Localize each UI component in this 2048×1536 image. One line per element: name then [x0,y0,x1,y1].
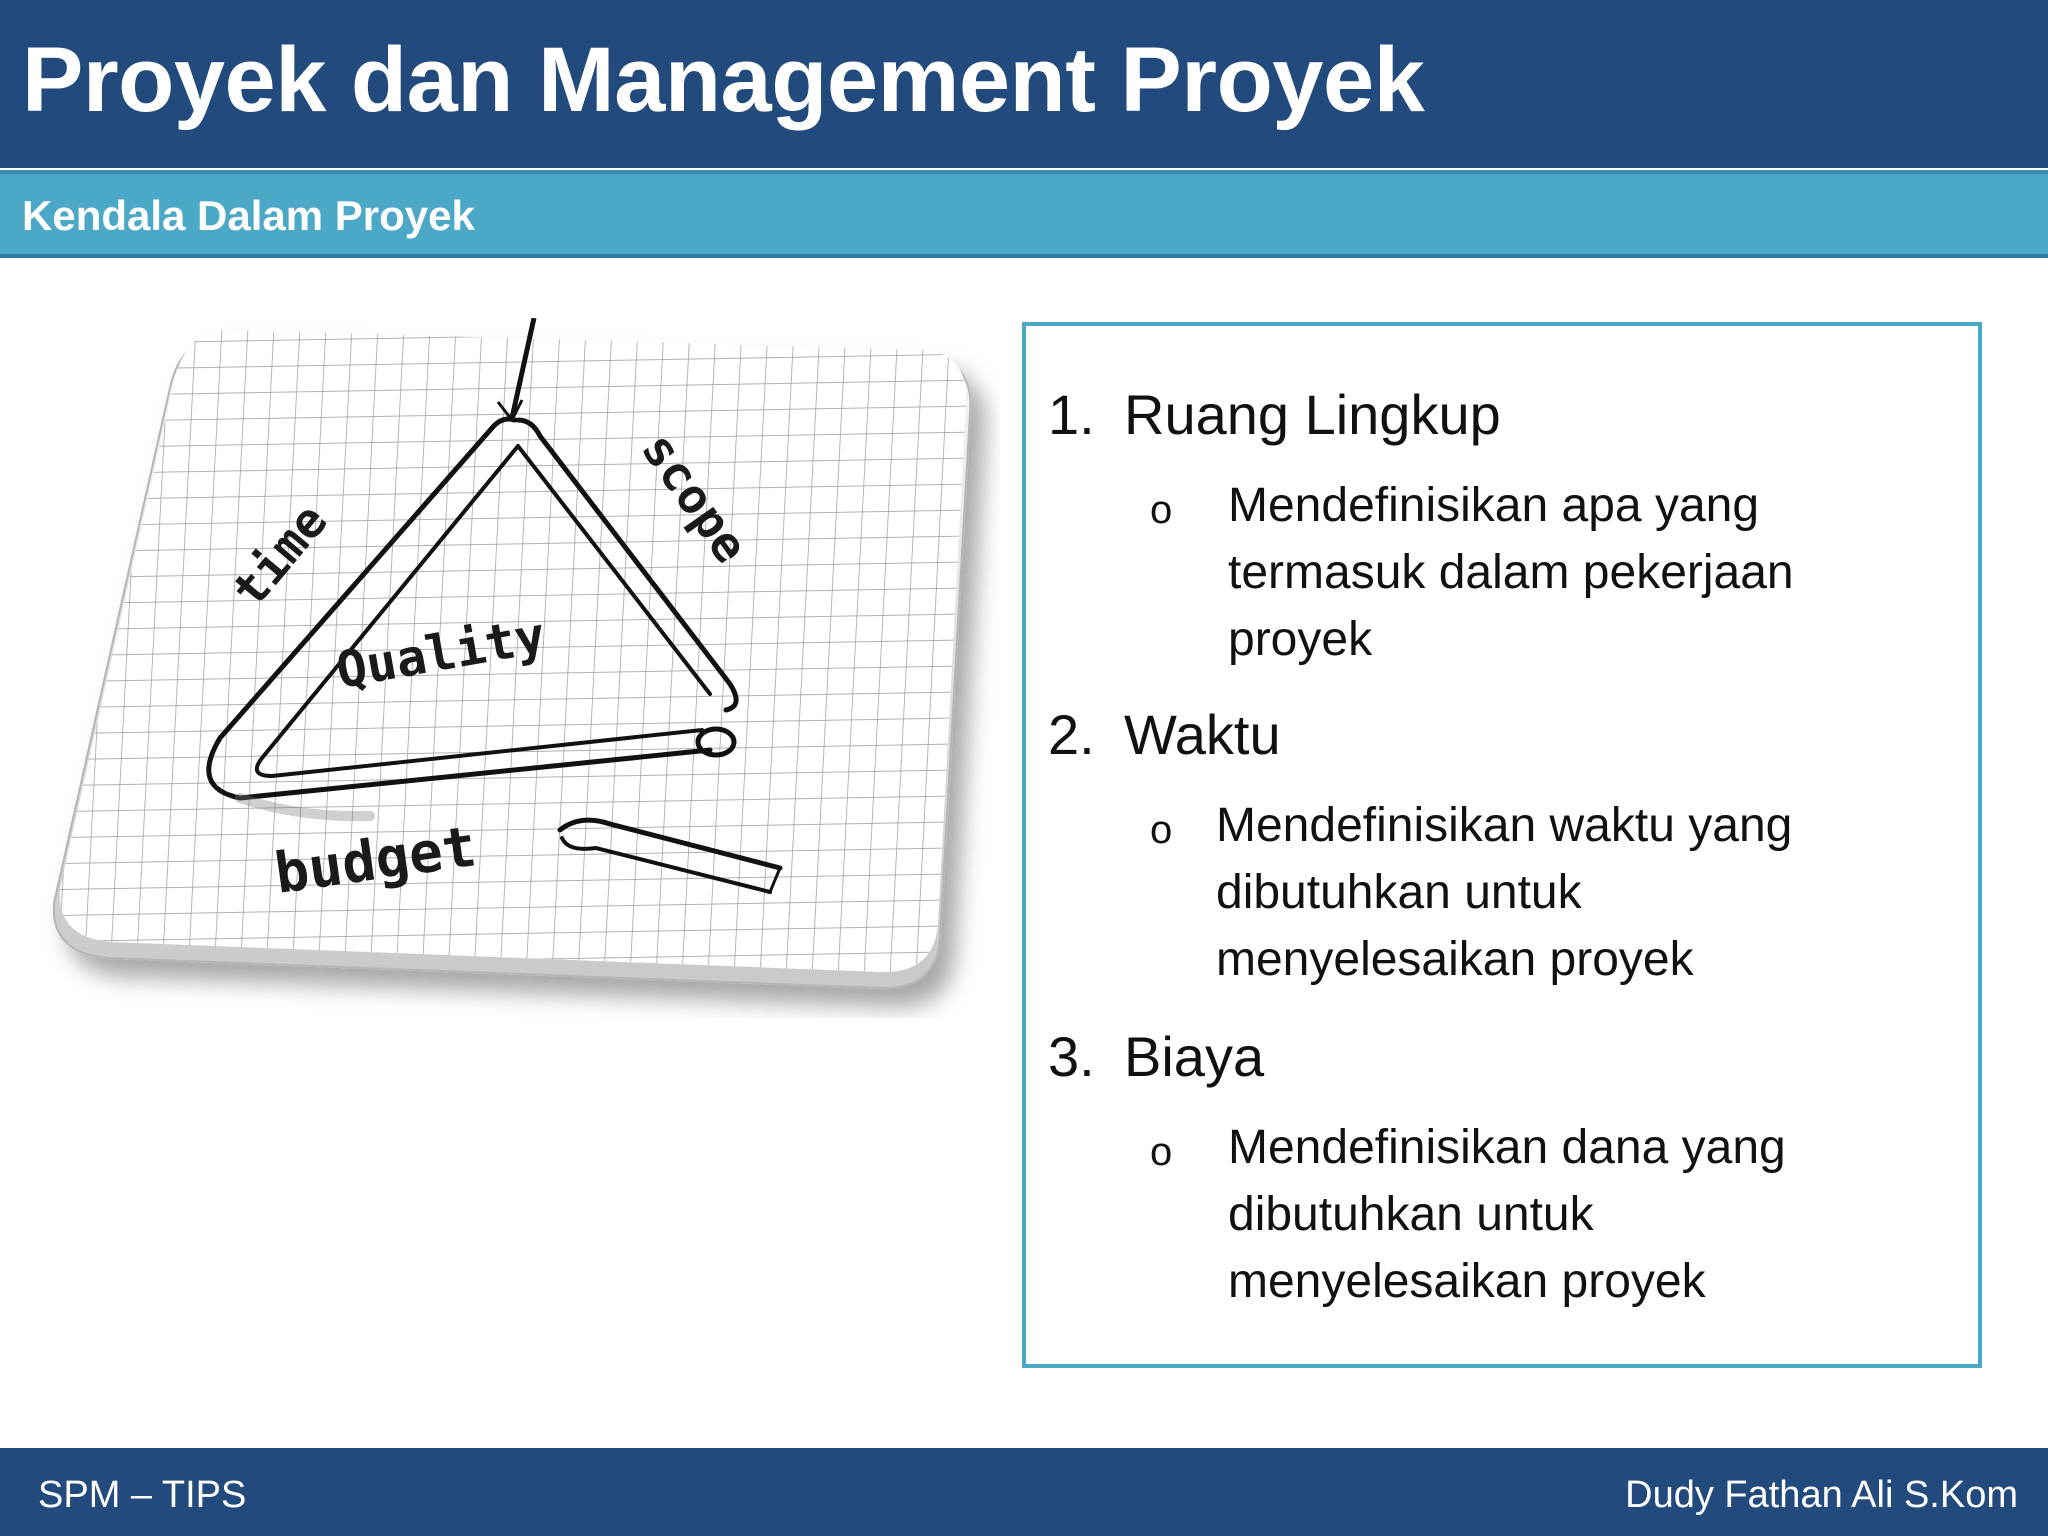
slide-title: Proyek dan Management Proyek [22,29,1425,131]
title-bar [0,0,2048,168]
subtitle-bar [0,170,2048,258]
sub-item-biaya [1228,1114,1786,1315]
sub-item-line: Mendefinisikan waktu yang [1216,799,1793,852]
sub-item-ruang-lingkup [1228,472,1794,673]
list-item-biaya [1048,1024,1264,1089]
item-title: Biaya [1124,1025,1265,1088]
list-item-ruang-lingkup [1048,382,1501,447]
slide-subtitle: Kendala Dalam Proyek [22,192,475,239]
item-number: 3. [1048,1025,1095,1088]
footer-author: Dudy Fathan Ali S.Kom [1625,1474,2018,1516]
sub-item-line: termasuk dalam pekerjaan [1228,546,1794,599]
time-label: time [221,493,339,618]
sub-item-line: proyek [1228,613,1373,666]
circle-bullet-icon: o [1150,488,1173,532]
scope-label: scope [630,422,759,574]
item-title: Waktu [1124,703,1281,766]
footer-course: SPM – TIPS [38,1474,247,1516]
footer-bar [0,1448,2048,1536]
content-box [1022,322,1982,1368]
sub-item-line: menyelesaikan proyek [1228,1255,1706,1308]
circle-bullet-icon: o [1150,1130,1173,1174]
quality-label: Quality [332,606,550,700]
list-item-waktu [1048,702,1281,767]
sub-item-line: Mendefinisikan dana yang [1228,1121,1786,1174]
sub-item-line: Mendefinisikan apa yang [1228,479,1760,532]
sub-item-line: menyelesaikan proyek [1216,933,1694,986]
project-triangle-illustration [40,318,1000,1018]
circle-bullet-icon: o [1150,808,1173,852]
item-number: 1. [1048,383,1095,446]
sub-item-line: dibutuhkan untuk [1228,1188,1594,1241]
sub-item-line: dibutuhkan untuk [1216,866,1582,919]
budget-label: budget [270,814,481,907]
item-title: Ruang Lingkup [1124,383,1501,446]
item-number: 2. [1048,703,1095,766]
sub-item-waktu [1216,792,1792,993]
